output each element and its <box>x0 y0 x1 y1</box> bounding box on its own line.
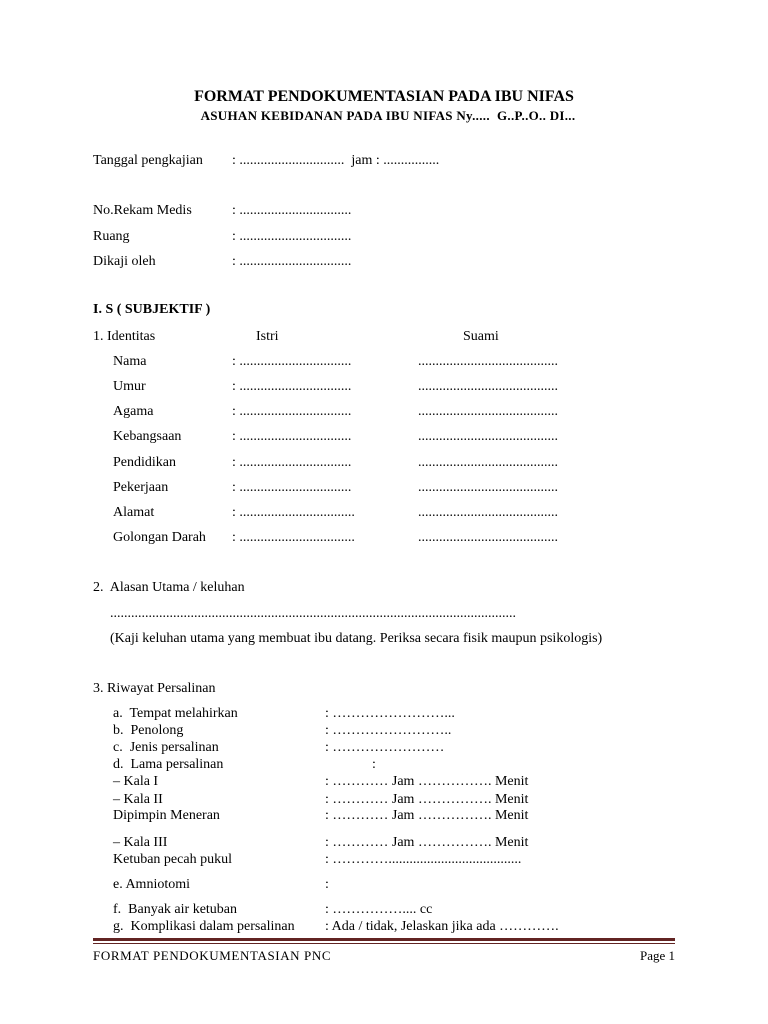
identitas-row-label: Umur <box>113 379 146 394</box>
riwayat-item-value: : <box>372 757 376 772</box>
identitas-row-label: Kebangsaan <box>113 429 182 444</box>
identitas-row-istri: : ................................ <box>232 354 352 369</box>
riwayat-item-value: : ……………………... <box>325 706 455 721</box>
dikaji-value: : ................................ <box>232 254 352 269</box>
riwayat-item-value: : ………… Jam ……………. Menit <box>325 774 529 789</box>
riwayat-item-label: ‒ Kala III <box>113 835 168 850</box>
riwayat-item-value: : <box>325 877 329 892</box>
dikaji-label: Dikaji oleh <box>93 254 156 269</box>
identitas-row-istri: : ................................ <box>232 379 352 394</box>
footer-page-number: Page 1 <box>639 948 675 963</box>
footer-rule-thick <box>93 938 675 941</box>
riwayat-item-label: g. Komplikasi dalam persalinan <box>113 919 295 934</box>
identitas-row-label: Nama <box>113 354 147 369</box>
identitas-row-suami: ........................................ <box>418 379 558 394</box>
ruang-value: : ................................ <box>232 229 352 244</box>
riwayat-item-value: : …………...................................... <box>325 852 522 867</box>
riwayat-item-label: c. Jenis persalinan <box>113 740 219 755</box>
identitas-row-istri: : ................................. <box>232 530 355 545</box>
identitas-col-suami: Suami <box>463 329 499 344</box>
rekam-medis-value: : ................................ <box>232 203 352 218</box>
footer-text: FORMAT PENDOKUMENTASIAN PNC <box>93 948 332 963</box>
riwayat-item-value: : Ada / tidak, Jelaskan jika ada …………. <box>325 919 559 934</box>
riwayat-item-label: b. Penolong <box>113 723 184 738</box>
document-title: FORMAT PENDOKUMENTASIAN PADA IBU NIFAS <box>194 88 574 105</box>
identitas-row-istri: : ................................ <box>232 429 352 444</box>
identitas-row-istri: : ................................ <box>232 404 352 419</box>
identitas-label: 1. Identitas <box>93 329 156 344</box>
riwayat-item-label: f. Banyak air ketuban <box>113 902 238 917</box>
tanggal-value: : .............................. jam : ................ <box>232 153 440 168</box>
identitas-row-istri: : ................................ <box>232 480 352 495</box>
footer-rule-thin <box>93 943 675 944</box>
identitas-row-istri: : ................................ <box>232 455 352 470</box>
identitas-row-label: Pekerjaan <box>113 480 169 495</box>
riwayat-item-label: d. Lama persalinan <box>113 757 224 772</box>
riwayat-item-value: : …………………….. <box>325 723 452 738</box>
riwayat-item-label: a. Tempat melahirkan <box>113 706 238 721</box>
riwayat-item-value: : ………… Jam ……………. Menit <box>325 835 529 850</box>
riwayat-item-label: e. Amniotomi <box>113 877 190 892</box>
identitas-col-istri: Istri <box>256 329 279 344</box>
identitas-row-suami: ........................................ <box>418 530 558 545</box>
identitas-row-suami: ........................................ <box>418 455 558 470</box>
identitas-row-label: Agama <box>113 404 154 419</box>
identitas-row-suami: ........................................ <box>418 354 558 369</box>
rekam-medis-label: No.Rekam Medis <box>93 203 192 218</box>
alasan-note: (Kaji keluhan utama yang membuat ibu datang. Periksa secara fisik maupun psikologis) <box>110 631 603 646</box>
alasan-fill-line: .................................................................................................................... <box>110 606 516 621</box>
riwayat-item-label: ‒ Kala I <box>113 774 159 789</box>
identitas-row-suami: ........................................ <box>418 505 558 520</box>
section-heading-subjektif: I. S ( SUBJEKTIF ) <box>93 302 211 317</box>
riwayat-item-value: : ………… Jam ……………. Menit <box>325 792 529 807</box>
riwayat-label: 3. Riwayat Persalinan <box>93 681 216 696</box>
identitas-row-label: Pendidikan <box>113 455 176 470</box>
identitas-row-suami: ........................................ <box>418 480 558 495</box>
alasan-label: 2. Alasan Utama / keluhan <box>93 580 245 595</box>
tanggal-label: Tanggal pengkajian <box>93 153 203 168</box>
riwayat-item-label: ‒ Kala II <box>113 792 163 807</box>
identitas-row-istri: : ................................. <box>232 505 355 520</box>
identitas-row-suami: ........................................ <box>418 404 558 419</box>
riwayat-item-value: : …………….... cc <box>325 902 433 917</box>
riwayat-item-value: : …………………… <box>325 740 445 755</box>
identitas-row-label: Alamat <box>113 505 155 520</box>
riwayat-item-label: Dipimpin Meneran <box>113 808 220 823</box>
riwayat-item-label: Ketuban pecah pukul <box>113 852 232 867</box>
identitas-row-suami: ........................................ <box>418 429 558 444</box>
document-subtitle: ASUHAN KEBIDANAN PADA IBU NIFAS Ny..... G..P..O.. DI... <box>200 108 576 123</box>
ruang-label: Ruang <box>93 229 130 244</box>
riwayat-item-value: : ………… Jam ……………. Menit <box>325 808 529 823</box>
identitas-row-label: Golongan Darah <box>113 530 206 545</box>
